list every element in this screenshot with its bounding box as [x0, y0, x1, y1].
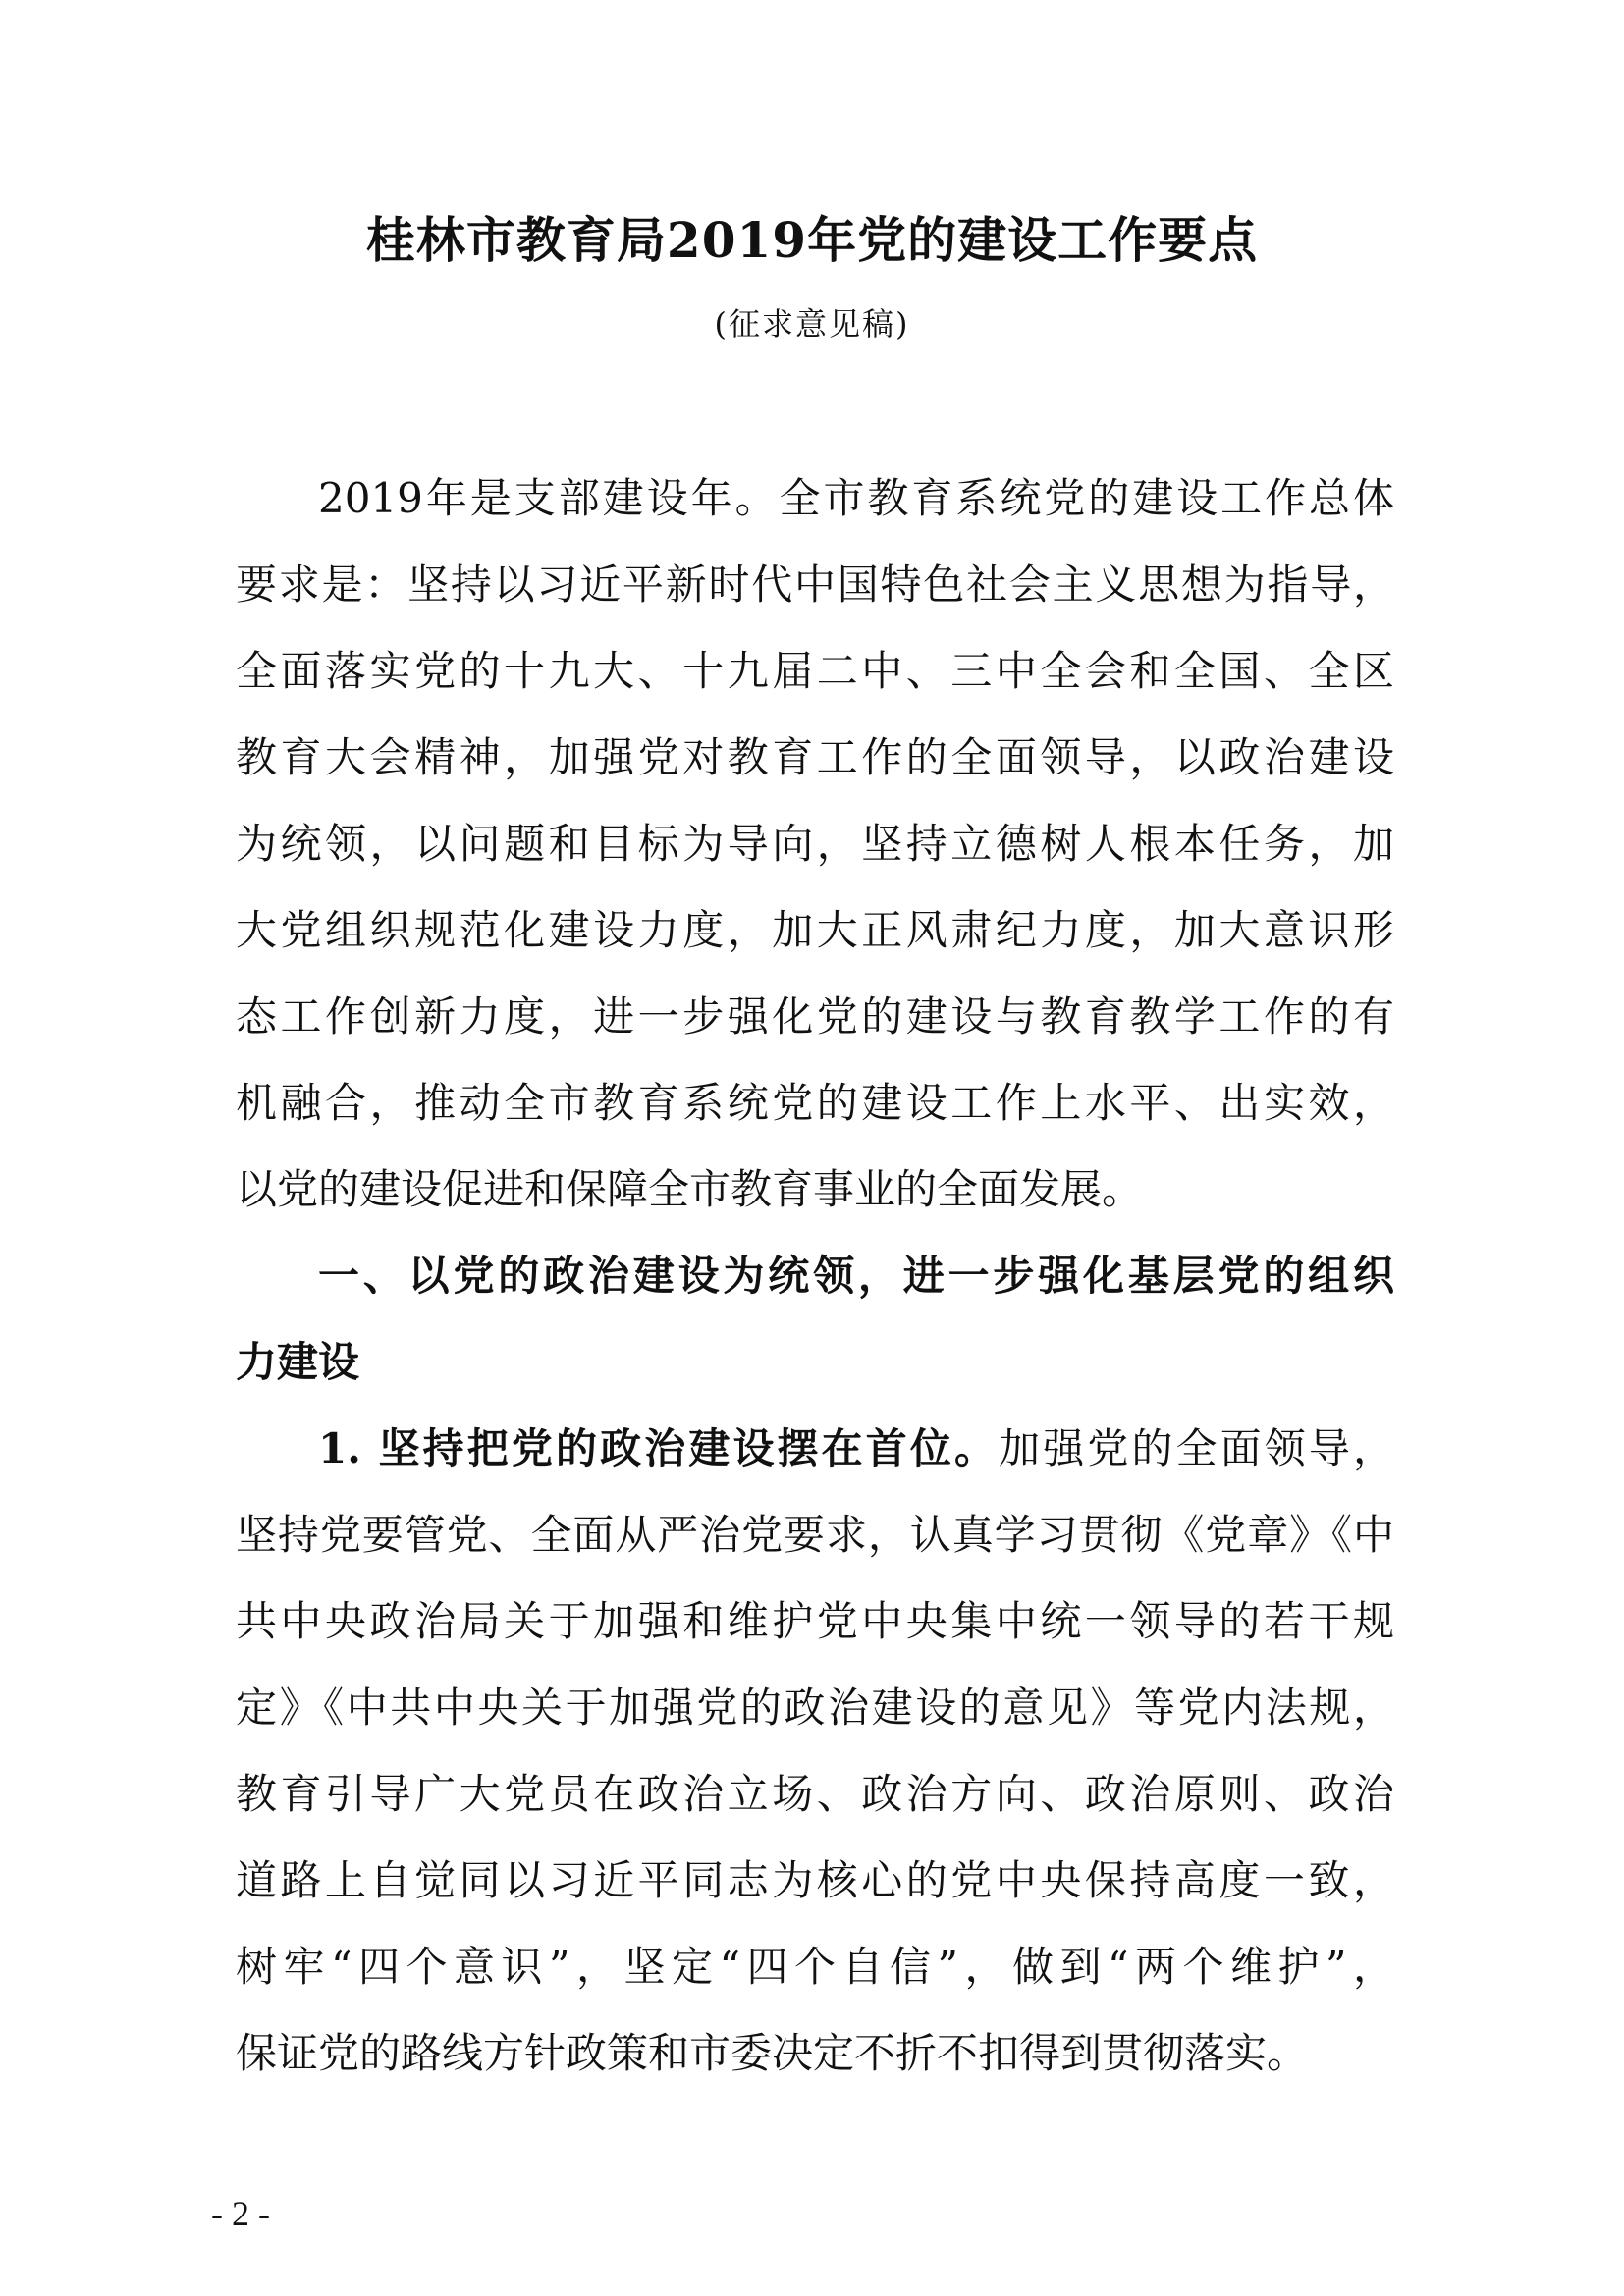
item-1-line: 定》《中共中央关于加强党的政治建设的意见》等党内法规， — [236, 1683, 1394, 1732]
item-1-first-line — [236, 1406, 1394, 1492]
intro-line: 2019年是支部建设年。全市教育系统党的建设工作总体 — [318, 474, 1394, 522]
intro-line: 要求是：坚持以习近平新时代中国特色社会主义思想为指导， — [236, 561, 1394, 609]
page-number: - 2 - — [211, 2194, 270, 2233]
item-1-line: 坚持党要管党、全面从严治党要求，认真学习贯彻《党章》《中 — [236, 1511, 1394, 1559]
item-1-line: 共中央政治局关于加强和维护党中央集中统一领导的若干规 — [236, 1597, 1394, 1645]
intro-paragraph — [236, 455, 1394, 1233]
document-subtitle: (征求意见稿) — [714, 305, 910, 343]
intro-line: 大党组织规范化建设力度，加大正风肃纪力度，加大意识形 — [236, 906, 1394, 954]
item-1-first-rest: 加强党的全面领导， — [999, 1424, 1394, 1472]
section-heading-line: 力建设 — [236, 1338, 360, 1386]
item-1-line: 保证党的路线方针政策和市委决定不折不扣得到贯彻落实。 — [236, 2029, 1309, 2077]
intro-line: 为统领，以问题和目标为导向，坚持立德树人根本任务，加 — [236, 820, 1394, 868]
item-1-heading: 1. 坚持把党的政治建设摆在首位。 — [318, 1424, 1000, 1472]
intro-line: 以党的建设促进和保障全市教育事业的全面发展。 — [236, 1165, 1144, 1213]
intro-line: 机融合，推动全市教育系统党的建设工作上水平、出实效， — [236, 1079, 1394, 1127]
document-title: 桂林市教育局2019年党的建设工作要点 — [365, 211, 1259, 269]
item-1-line: 树牢“四个意识”，坚定“四个自信”，做到“两个维护”， — [236, 1943, 1394, 1991]
section-heading-1 — [236, 1233, 1394, 1406]
item-1-line: 教育引导广大党员在政治立场、政治方向、政治原则、政治 — [236, 1770, 1394, 1818]
section-heading-line: 一、以党的政治建设为统领，进一步强化基层党的组织 — [318, 1252, 1394, 1300]
intro-line: 全面落实党的十九大、十九届二中、三中全会和全国、全区 — [236, 647, 1394, 695]
item-1-line: 道路上自觉同以习近平同志为核心的党中央保持高度一致， — [236, 1856, 1394, 1904]
intro-line: 态工作创新力度，进一步强化党的建设与教育教学工作的有 — [236, 992, 1394, 1041]
intro-line: 教育大会精神，加强党对教育工作的全面领导，以政治建设 — [236, 733, 1394, 781]
item-1-paragraph — [236, 1406, 1394, 2097]
